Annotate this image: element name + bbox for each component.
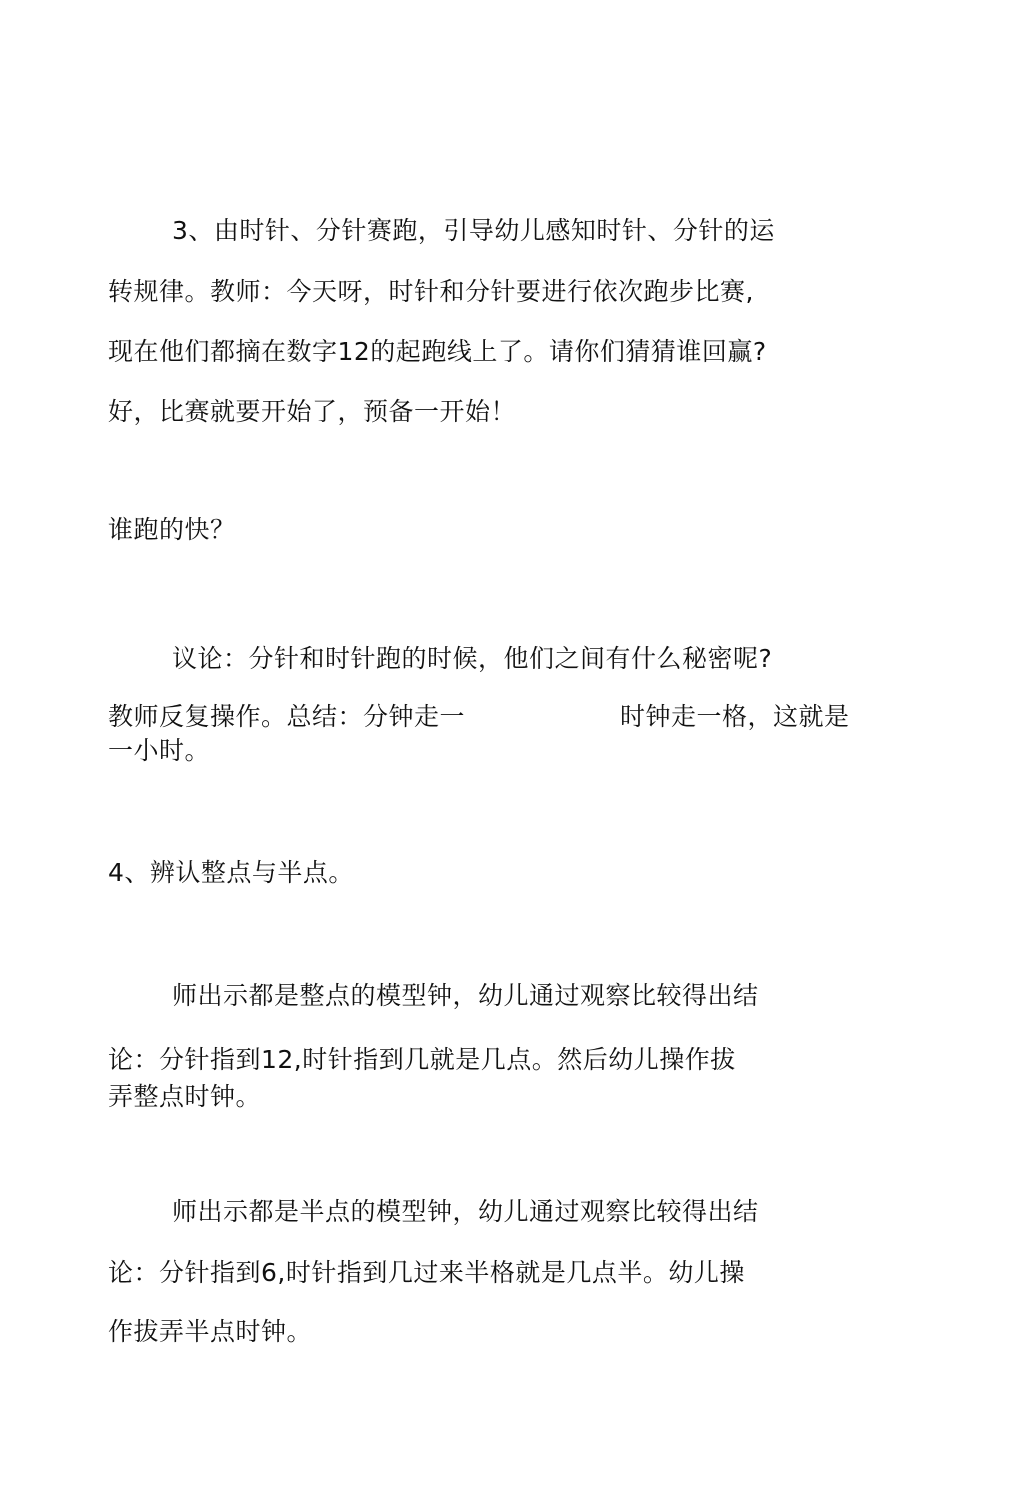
paragraph-line: 弄整点时钟。 (108, 1082, 262, 1111)
paragraph-line: 论：分针指到6,时针指到几过来半格就是几点半。幼儿操 (108, 1258, 745, 1287)
paragraph-line: 教师反复操作。总结：分钟走一 (108, 702, 466, 731)
paragraph-line: 好，比赛就要开始了，预备一开始！ (108, 397, 517, 426)
section-heading: 4、辨认整点与半点。 (108, 858, 354, 887)
paragraph-line: 时钟走一格，这就是 (620, 702, 850, 731)
paragraph-line: 谁跑的快？ (108, 515, 236, 544)
paragraph-line: 论：分针指到12,时针指到几就是几点。然后幼儿操作拔 (108, 1045, 736, 1074)
paragraph-line: 转规律。教师：今天呀，时针和分针要进行依次跑步比赛, (108, 277, 754, 306)
paragraph-line: 现在他们都摘在数字12的起跑线上了。请你们猜猜谁回赢? (108, 337, 767, 366)
paragraph-line: 师出示都是半点的模型钟，幼儿通过观察比较得出结 (172, 1197, 759, 1226)
paragraph-line: 师出示都是整点的模型钟，幼儿通过观察比较得出结 (172, 981, 759, 1010)
paragraph-line: 作拔弄半点时钟。 (108, 1317, 313, 1346)
paragraph-line: 一小时。 (108, 736, 211, 765)
paragraph-line: 3、由时针、分针赛跑，引导幼儿感知时针、分针的运 (172, 216, 775, 245)
paragraph-line: 议论：分针和时针跑的时候，他们之间有什么秘密呢? (172, 644, 773, 673)
